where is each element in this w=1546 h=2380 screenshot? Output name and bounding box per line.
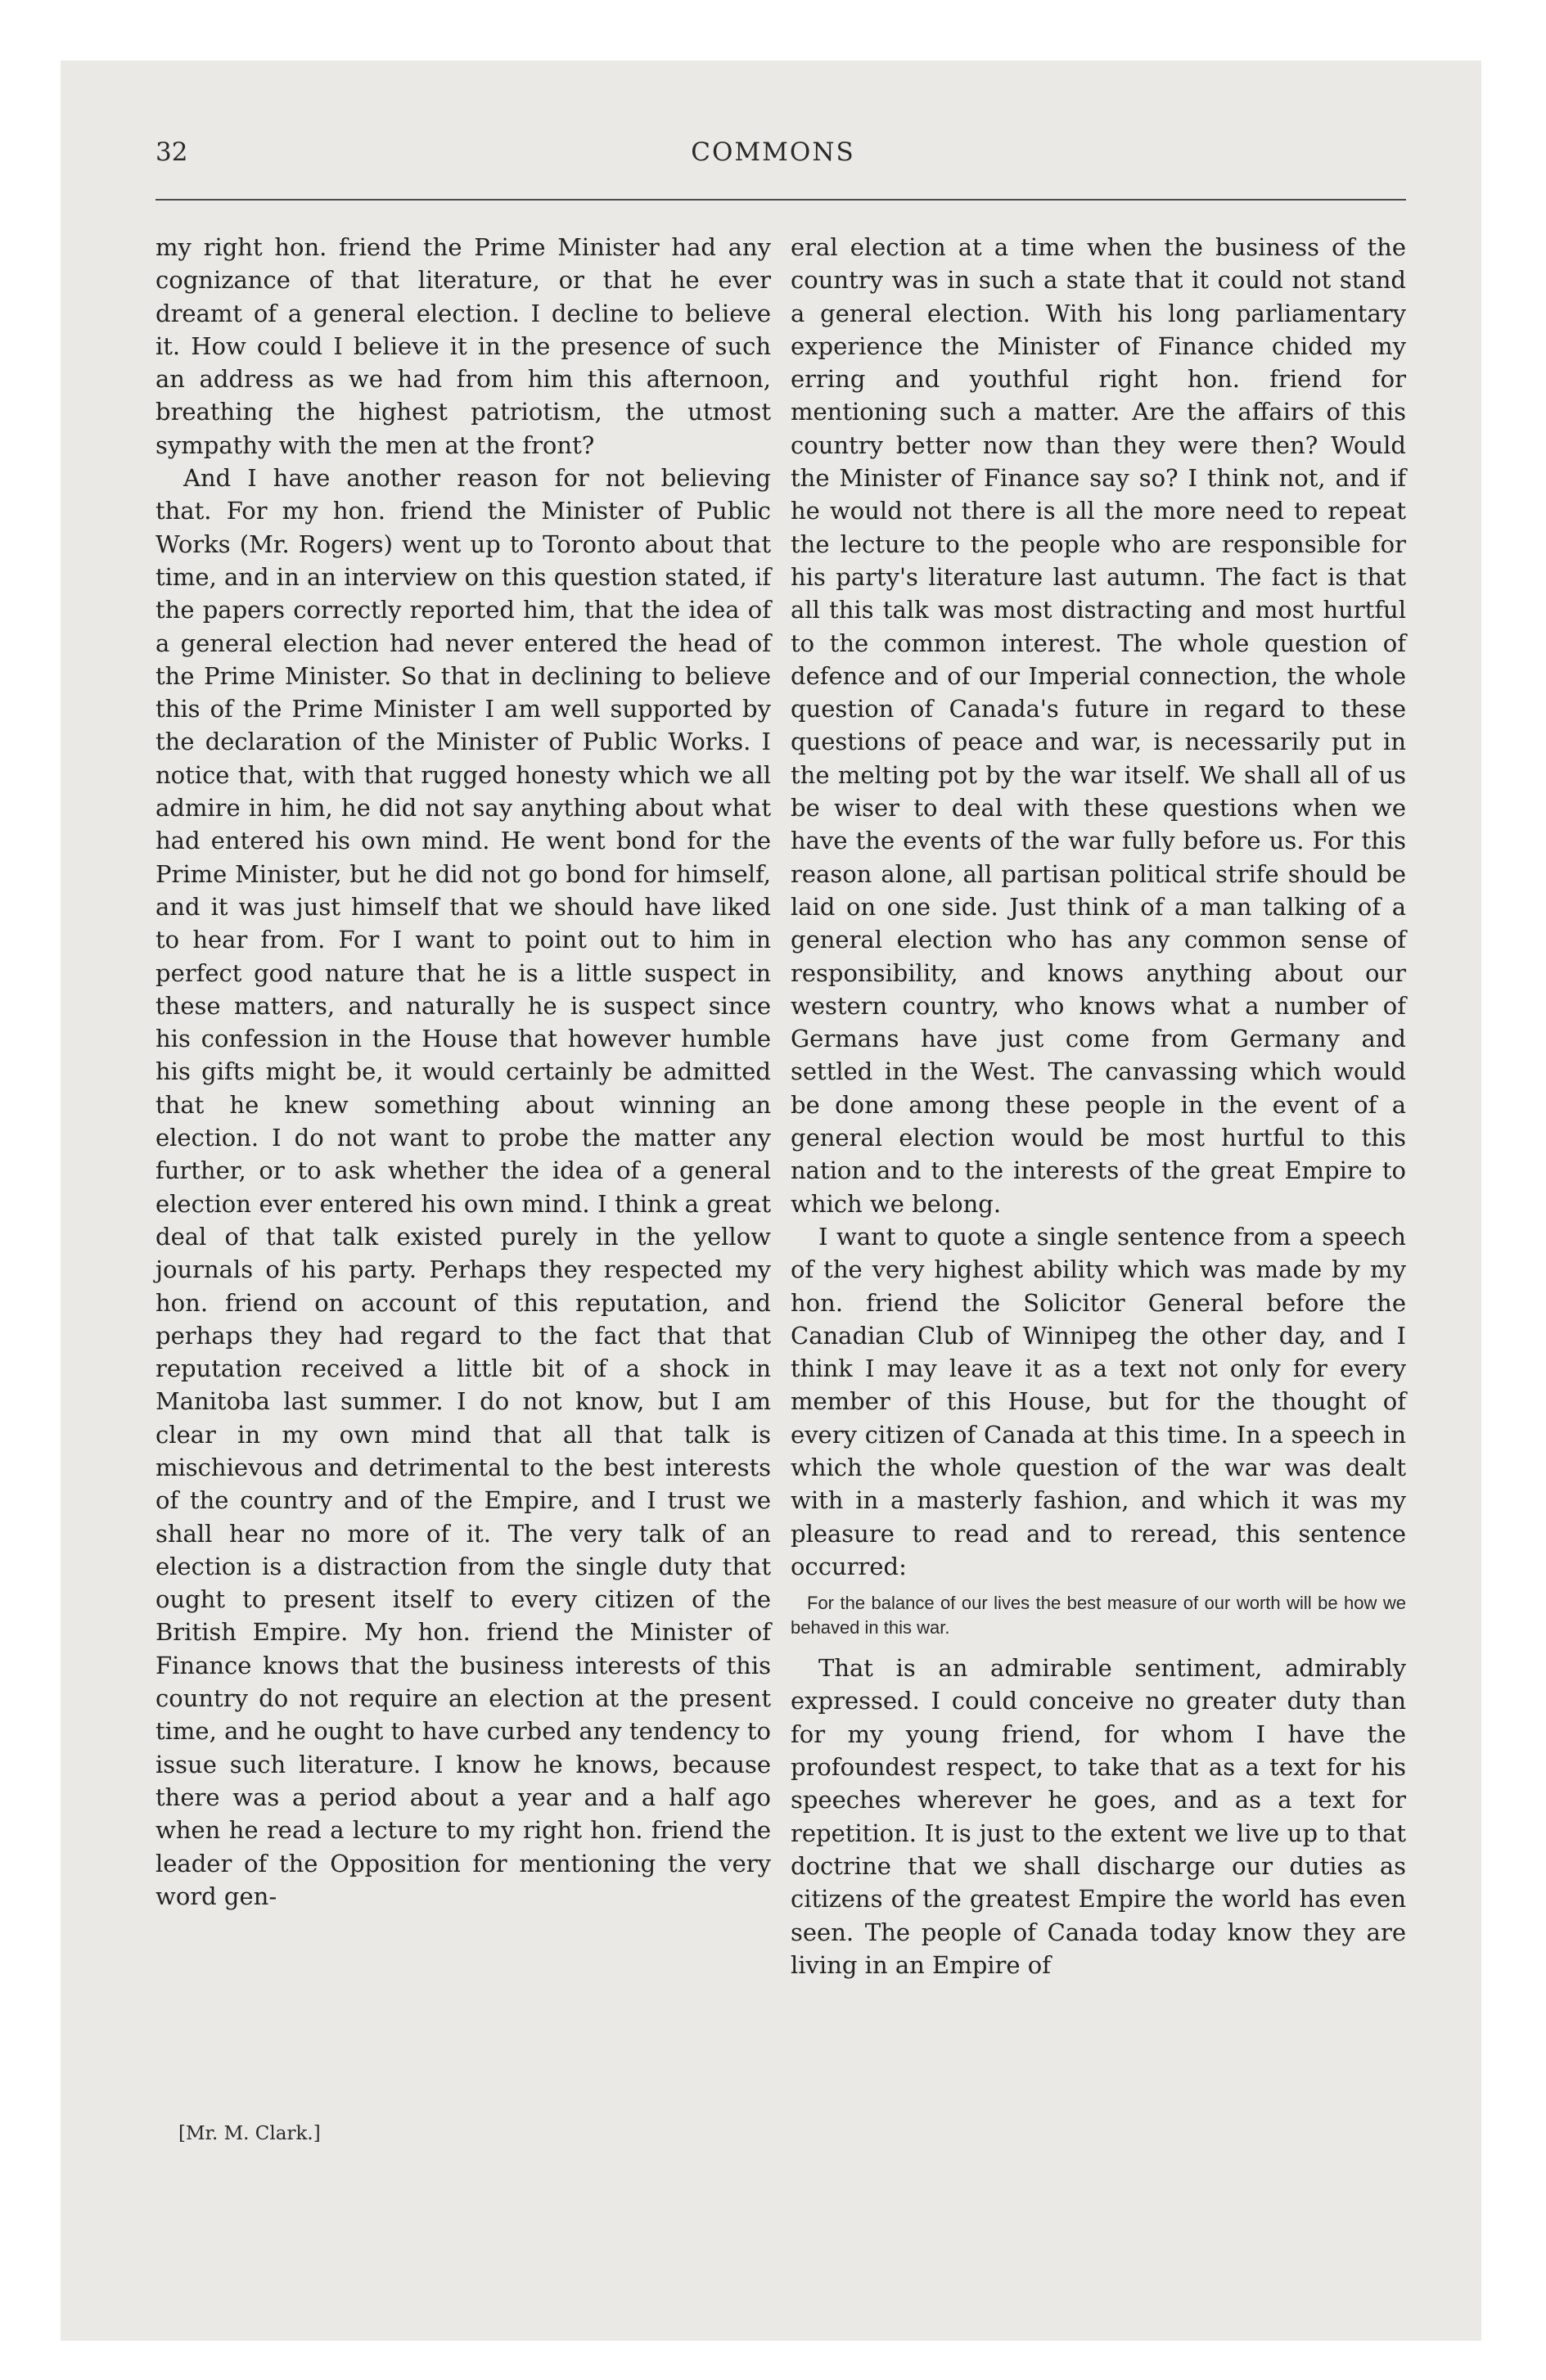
block-quote: For the balance of our lives the best measure of our worth will be how we behaved in this war. [791,1593,1406,1639]
header-rule [156,199,1406,201]
paragraph: eral election at a time when the business of the country was in such a state that it could not stand a general election. With his long parliamentary experience the Minister of Finance chided my erring and youthful right hon. friend for mentioning such a matter. Are the affairs of this country better now than they were then? Would the Minister of Finance say so? I think not, and if he would not there is all the more need to repeat the lecture to the people who are responsible for his party's literature last autumn. The fact is that all this talk was most distracting and most hurtful to the common interest. The whole question of defence and of our Imperial connection, the whole question of Canada's future in regard to these questions of peace and war, is necessarily put in the melting pot by the war itself. We shall all of us be wiser to deal with these questions when we have the events of the war fully before us. For this reason alone, all partisan political strife should be laid on one side. Just think of a man talking of a general election who has any common sense of responsibility, and knows anything about our western country, who knows what a number of Germans have just come from Germany and settled in the West. The canvassing which would be done among these people in the event of a general election would be most hurtful to this nation and to the interests of the great Empire to which we belong. [791,233,1406,1218]
paragraph: That is an admirable sentiment, admirably expressed. I could conceive no greater duty than for my young friend, for whom I have the profoundest respect, to take that as a text for his speeches wherever he goes, and as a text for repetition. It is just to the extent we live up to that doctrine that we shall discharge our duties as citizens of the greatest Empire the world has even seen. The people of Canada today know they are living in an Empire of [791,1654,1406,1979]
running-head: COMMONS [691,137,855,167]
left-column [156,231,771,1913]
right-column [791,231,1406,1981]
paragraph: my right hon. friend the Prime Minister had any cognizance of that literature, or that he ever dreamt of a general election. I decline to believe it. How could I believe it in the presence of such an address as we had from him this afternoon, breathing the highest patriotism, the utmost sympathy with the men at the front? [156,233,771,459]
paragraph: I want to quote a single sentence from a speech of the very highest ability which was made by my hon. friend the Solicitor General before the Canadian Club of Winnipeg the other day, and I think I may leave it as a text not only for every member of this House, but for the thought of every citizen of Canada at this time. In a speech in which the whole question of the war was dealt with in a masterly fashion, and which it was my pleasure to read and to reread, this sentence occurred: [791,1222,1406,1580]
paragraph: And I have another reason for not believing that. For my hon. friend the Minister of Public Works (Mr. Rogers) went up to Toronto about that time, and in an interview on this question stated, if the papers correctly reported him, that the idea of a general election had never entered the head of the Prime Minister. So that in declining to believe this of the Prime Minister I am well supported by the declaration of the Minister of Public Works. I notice that, with that rugged honesty which we all admire in him, he did not say anything about what had entered his own mind. He went bond for the Prime Minister, but he did not go bond for himself, and it was just himself that we should have liked to hear from. For I want to point out to him in perfect good nature that he is a little suspect in these matters, and naturally he is suspect since his confession in the House that however humble his gifts might be, it would certainly be admitted that he knew something about winning an election. I do not want to probe the matter any further, or to ask whether the idea of a general election ever entered his own mind. I think a great deal of that talk existed purely in the yellow journals of his party. Perhaps they respected my hon. friend on account of this reputation, and perhaps they had regard to the fact that that reputation received a little bit of a shock in Manitoba last summer. I do not know, but I am clear in my own mind that all that talk is mischievous and detrimental to the best interests of the country and of the Empire, and I trust we shall hear no more of it. The very talk of an election is a distraction from the single duty that ought to present itself to every citizen of the British Empire. My hon. friend the Minister of Finance knows that the business interests of this country do not require an election at the present time, and he ought to have curbed any tendency to issue such literature. I know he knows, because there was a period about a year and a half ago when he read a lecture to my right hon. friend the leader of the Opposition for mentioning the very word gen- [156,464,771,1910]
page-number: 32 [156,137,188,167]
speaker-tag: [Mr. M. Clark.] [178,2123,321,2144]
